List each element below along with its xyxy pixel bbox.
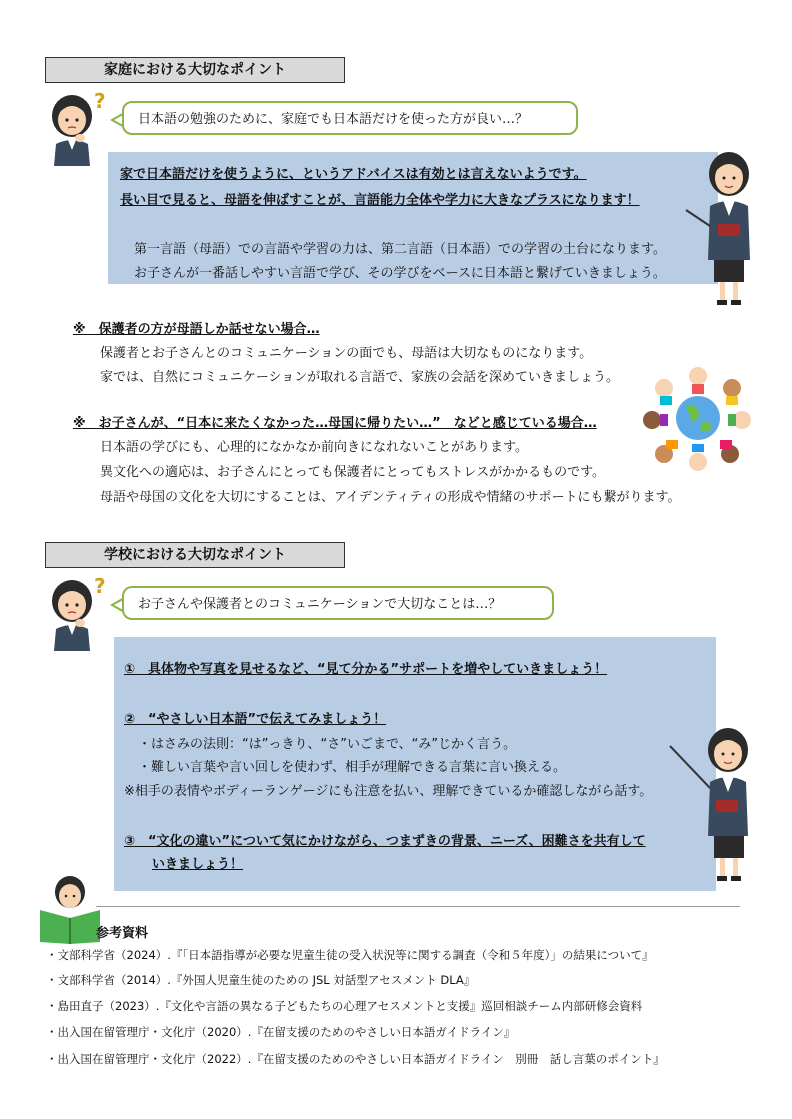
school-point2-note: ※相手の表情やボディーランゲージにも注意を払い、理解できているか確認しながら話す。 [124,784,653,799]
home-answer-line1: 家で日本語だけを使うように、というアドバイスは有効とは言えないようです。 [120,167,587,182]
reading-child-icon [36,872,104,944]
home-answer-line4: お子さんが一番話しやすい言語で学び、その学びをベースに日本語と繋げていきましょう。 [134,266,666,281]
reference-item: ・文部科学省（2024）.『「日本語指導が必要な児童生徒の受入状況等に関する調査（令和５年度）」の結果について』 [46,948,654,962]
svg-text:?: ? [94,574,106,598]
home-answer-line3: 第一言語（母語）での言語や学習の力は、第二言語（日本語）での学習の土台になります。 [134,242,666,257]
teacher-woman-icon [668,726,764,884]
home-question-bubble: 日本語の勉強のために、家庭でも日本語だけを使った方が良い…？ [122,101,578,135]
home-note2-line1: 日本語の学びにも、心理的になかなか前向きになれないことがあります。 [100,440,528,455]
home-answer-line2: 長い目で見ると、母語を伸ばすことが、言語能力全体や学力に大きなプラスになります！ [120,193,640,208]
thinking-woman-icon [44,88,106,166]
home-note1-line1: 保護者とお子さんとのコミュニケーションの面でも、母語は大切なものになります。 [100,346,593,361]
reference-item: ・文部科学省（2014）.『外国人児童生徒のための JSL 対話型アセスメント DLA』 [46,973,476,987]
school-point2-bullet2: ・難しい言葉や言い回しを使わず、相手が理解できる言葉に言い換える。 [138,760,566,775]
home-note2-line3: 母語や母国の文化を大切にすることは、アイデンティティの形成や情緒のサポートにも繋がります。 [100,490,681,505]
reference-item: ・出入国在留管理庁・文化庁（2022）.『在留支援のためのやさしい日本語ガイドライン 別冊 話し言葉のポイント』 [46,1052,665,1066]
school-point2: ② “やさしい日本語”で伝えてみましょう！ [124,712,387,727]
home-note2-line2: 異文化への適応は、お子さんにとっても保護者にとってもストレスがかかるものです。 [100,465,606,480]
home-note1-line2: 家では、自然にコミュニケーションが取れる言語で、家族の会話を深めていきましょう。 [100,370,619,385]
thinking-woman-icon [44,573,106,651]
home-note2-title: ※ お子さんが、“日本に来たくなかった…母国に帰りたい…” などと感じている場合… [73,416,597,431]
reference-item: ・島田直子（2023）.『文化や言語の異なる子どもたちの心理アセスメントと支援』巡回相談チーム内部研修会資料 [46,999,643,1013]
home-section-header: 家庭における大切なポイント [45,57,345,83]
children-globe-icon [640,362,756,474]
teacher-woman-icon [684,150,764,308]
school-question-bubble: お子さんや保護者とのコミュニケーションで大切なことは…？ [122,586,554,620]
reference-item: ・出入国在留管理庁・文化庁（2020）.『在留支援のためのやさしい日本語ガイドライン』 [46,1025,516,1039]
school-point2-bullet1: ・はさみの法則：“は”っきり、“さ”いごまで、“み”じかく言う。 [138,737,517,752]
references-title: 参考資料 [96,926,149,941]
home-note1-title: ※ 保護者の方が母語しか話せない場合… [73,322,320,337]
svg-text:?: ? [94,89,106,113]
school-point3-line2: いきましょう！ [152,857,244,872]
school-section-header: 学校における大切なポイント [45,542,345,568]
school-point1: ① 具体物や写真を見せるなど、“見て分かる”サポートを増やしていきましょう！ [124,662,608,677]
school-point3-line1: ③ “文化の違い”について気にかけながら、つまずきの背景、ニーズ、困難さを共有して [124,834,646,849]
